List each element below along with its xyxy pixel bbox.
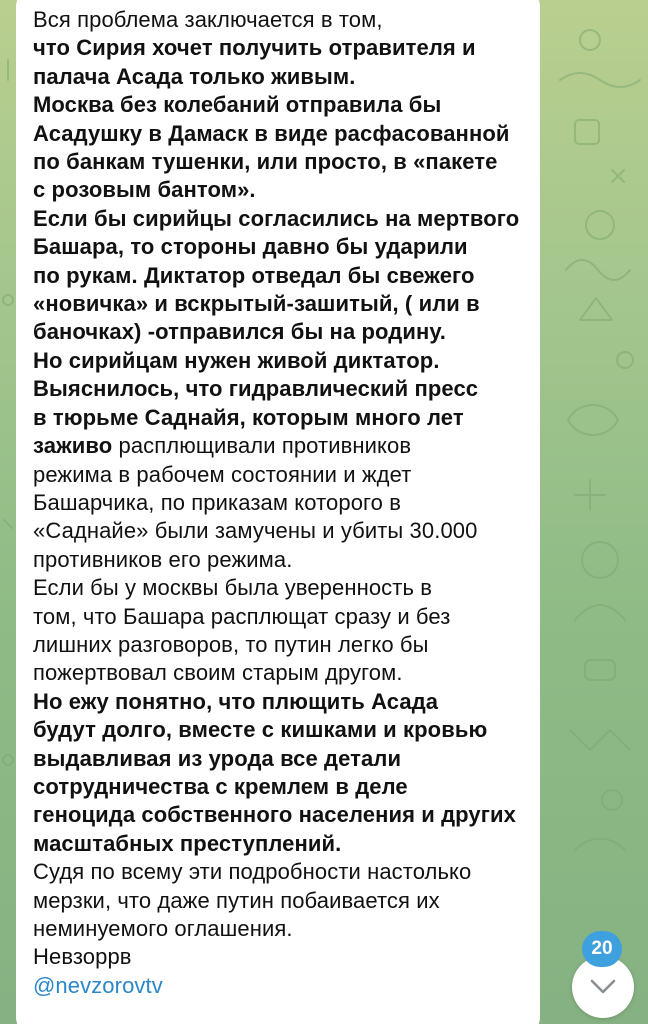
message-line: Выяснилось, что гидравлический пресс <box>33 376 479 402</box>
message-line: будут долго, вместе с кишками и кровью <box>33 717 488 743</box>
message-line: по рукам. Диктатор отведал бы свежего <box>33 262 475 288</box>
message-line: лишних разговоров, то путин легко бы <box>33 631 429 657</box>
message-line-segment: расплющивали противников <box>112 433 412 459</box>
message-line: палача Асада только живым. <box>33 63 356 89</box>
message-line: с розовым бантом». <box>33 177 256 203</box>
message-line: пожертвовал своим старым другом. <box>33 660 403 686</box>
message-line: геноцида собственного населения и других <box>33 802 516 828</box>
message-line: режима в рабочем состоянии и ждет <box>33 461 412 487</box>
unread-count-badge: 20 <box>582 931 622 967</box>
message-line: сотрудничества с кремлем в деле <box>33 773 408 799</box>
message-line: в тюрьме Саднайя, которым много лет <box>33 404 464 430</box>
message-line: противников его режима. <box>33 546 293 572</box>
message-line: Если бы сирийцы согласились на мертвого <box>33 205 520 231</box>
message-line: Но ежу понятно, что плющить Асада <box>33 688 439 714</box>
message-line: Вся проблема заключается в том, <box>33 7 383 32</box>
message-line: том, что Башара расплющат сразу и без <box>33 603 451 629</box>
message-line <box>33 432 526 460</box>
message-line: Если бы у москвы была уверенность в <box>33 575 433 601</box>
message-line: что Сирия хочет получить отравителя и <box>33 35 476 61</box>
message-line: мерзки, что даже путин побаивается их <box>33 887 440 913</box>
chevron-down-icon <box>589 978 617 996</box>
channel-link[interactable]: @nevzorovtv <box>33 972 163 998</box>
message-line: по банкам тушенки, или просто, в «пакете <box>33 149 498 175</box>
message-line-segment: заживо <box>33 433 113 459</box>
message-line: Но сирийцам нужен живой диктатор. <box>33 347 440 373</box>
message-line: неминуемого оглашения. <box>33 916 293 941</box>
message-line: Башара, то стороны давно бы ударили <box>33 234 468 260</box>
message-line: масштабных преступлений. <box>33 830 342 856</box>
message-bubble <box>16 0 540 1024</box>
message-line: «Саднайе» были замучены и убиты 30.000 <box>33 518 478 544</box>
message-line: выдавливая из урода все детали <box>33 745 402 771</box>
message-line: Башарчика, по приказам которого в <box>33 489 402 515</box>
message-line: баночках) -отправился бы на родину. <box>33 319 446 345</box>
message-line: Москва без колебаний отправила бы <box>33 92 442 118</box>
message-line: «новичка» и вскрытый-зашитый, ( или в <box>33 291 480 317</box>
message-line: Невзоррв <box>33 944 132 970</box>
message-line: Судя по всему эти подробности настолько <box>33 859 472 885</box>
message-text <box>33 6 526 1000</box>
message-line: Асадушку в Дамаск в виде расфасованной <box>33 120 510 146</box>
